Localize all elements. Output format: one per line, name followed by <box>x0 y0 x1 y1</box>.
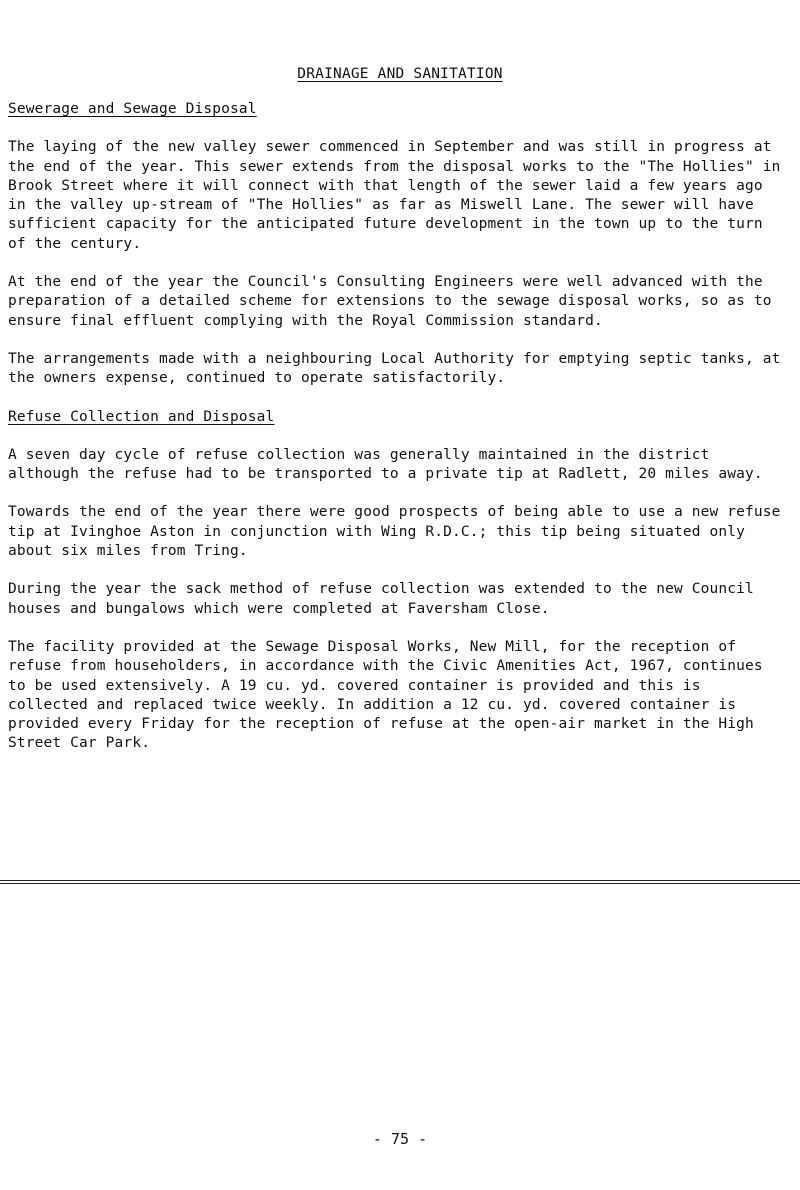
spacer <box>8 561 788 580</box>
spacer <box>8 119 788 138</box>
spacer <box>8 484 788 503</box>
rule-line <box>0 883 800 884</box>
page-title-text: DRAINAGE AND SANITATION <box>297 66 503 82</box>
spacer <box>8 619 788 638</box>
paragraph-sack-method: During the year the sack method of refuse collection was extended to the new Council houses and bungalows which were completed at Faversham Close. <box>8 581 754 617</box>
page-number: - 75 - <box>372 1130 428 1148</box>
spacer <box>8 254 788 273</box>
document-body <box>8 100 788 754</box>
spacer <box>8 427 788 446</box>
section-heading-refuse: Refuse Collection and Disposal <box>8 408 275 425</box>
paragraph-civic-amenities: The facility provided at the Sewage Disposal Works, New Mill, for the reception of refuse from householders, in accordance with the Civic Amenities Act, 1967, continues to be used extensively. A 19 cu. yd. covered container is provided and this is collected and replaced twice weekly. In addition a 12 cu. yd. covered container is provided every Friday for the reception of refuse at the open-air market in the High Street Car Park. <box>8 638 763 752</box>
paragraph-sewer-works: The laying of the new valley sewer commenced in September and was still in progress at the end of the year. This sewer extends from the disposal works to the "The Hollies" in Brook Street where it will connect with that length of the sewer laid a few years ago in the valley up-stream of "The Hollies" as far as Miswell Lane. The sewer will have sufficient capacity for the anticipated future development in the town up to the turn of the century. <box>8 139 781 252</box>
spacer <box>8 389 788 408</box>
spacer <box>8 331 788 350</box>
paragraph-new-tip: Towards the end of the year there were good prospects of being able to use a new refuse tip at Ivinghoe Aston in conjunction with Wing R.D.C.; this tip being situated only about six miles from Tring. <box>8 504 781 560</box>
paragraph-refuse-cycle: A seven day cycle of refuse collection was generally maintained in the district although the refuse had to be transported to a private tip at Radlett, 20 miles away. <box>8 446 763 483</box>
paragraph-septic-tanks: The arrangements made with a neighbouring Local Authority for emptying septic tanks, at the owners expense, continued to operate satisfactorily. <box>8 350 781 387</box>
double-rule-divider <box>0 880 800 888</box>
section-heading-sewerage: Sewerage and Sewage Disposal <box>8 101 257 117</box>
page-title <box>0 66 800 82</box>
paragraph-consulting-engineers: At the end of the year the Council's Consulting Engineers were well advanced with the preparation of a detailed scheme for extensions to the sewage disposal works, so as to ensure final effluent complying with the Royal Commission standard. <box>8 274 772 329</box>
rule-line <box>0 880 800 881</box>
